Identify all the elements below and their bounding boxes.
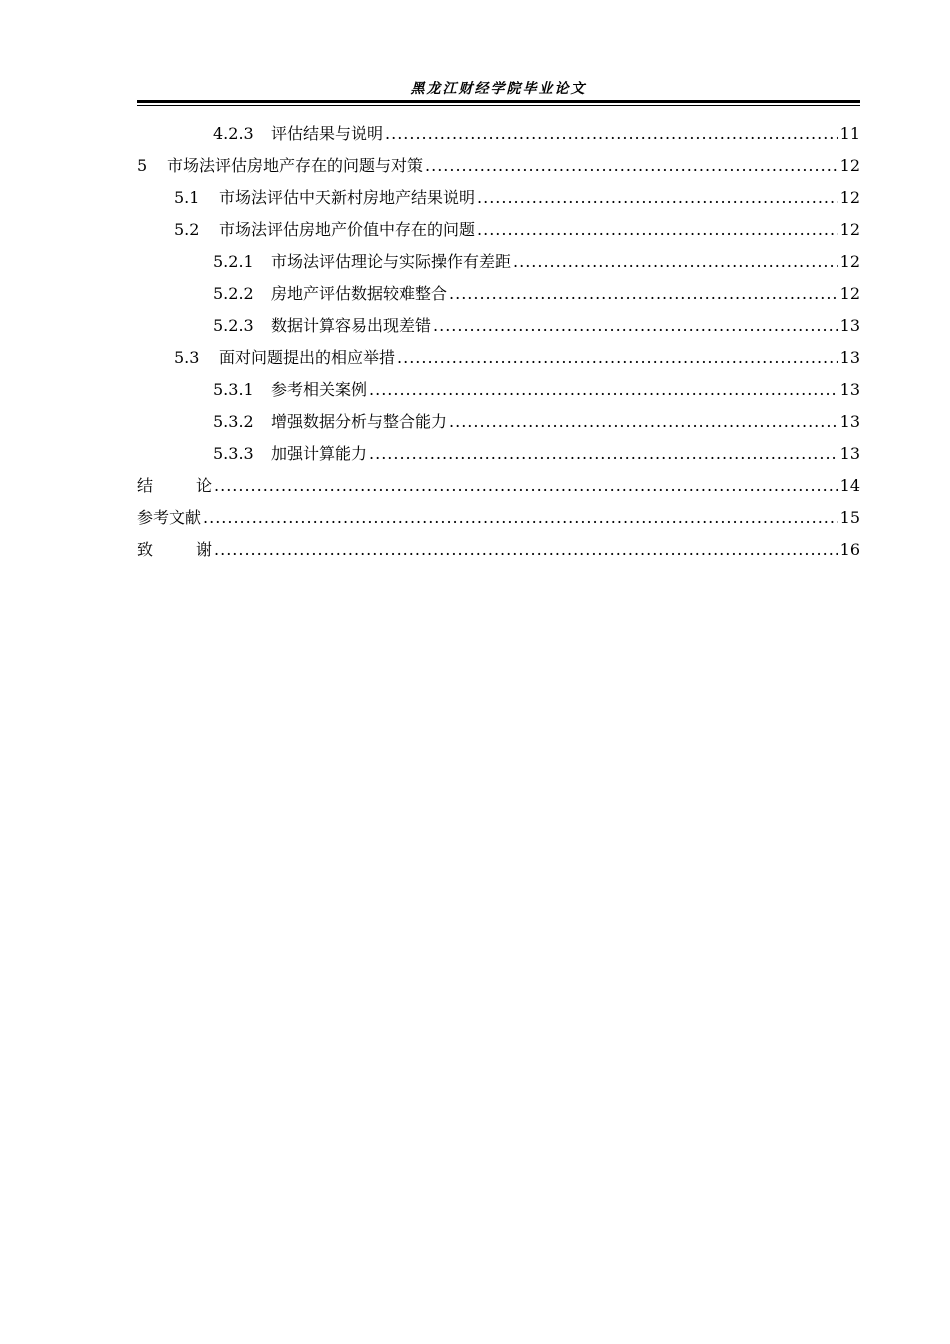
toc-entry-title: 评估结果与说明 bbox=[271, 124, 384, 143]
toc-dot-leader bbox=[214, 534, 838, 566]
toc-entry-number: 5.1 bbox=[174, 188, 200, 207]
header-rule-thin bbox=[137, 105, 860, 106]
toc-dot-leader bbox=[385, 118, 838, 150]
toc-entry-5-3-1[interactable] bbox=[137, 374, 860, 406]
toc-dot-leader bbox=[369, 438, 838, 470]
toc-dot-leader bbox=[397, 342, 838, 374]
toc-entry-page: 12 bbox=[839, 188, 860, 207]
toc-entry-5-2-3[interactable] bbox=[137, 310, 860, 342]
toc-entry-5-3[interactable] bbox=[137, 342, 860, 374]
toc-entry-title: 结论 bbox=[137, 476, 256, 495]
toc-entry-page: 13 bbox=[839, 412, 860, 431]
toc-dot-leader bbox=[449, 406, 838, 438]
toc-entry-number: 5.3 bbox=[174, 348, 200, 367]
toc-entry-number: 5.3.1 bbox=[213, 380, 254, 399]
toc-entry-page: 15 bbox=[839, 508, 860, 527]
toc-entry-number: 5.3.2 bbox=[213, 412, 254, 431]
toc-entry-title: 面对问题提出的相应举措 bbox=[219, 348, 396, 367]
toc-entry-number: 5.2 bbox=[174, 220, 200, 239]
toc-entry-page: 12 bbox=[839, 156, 860, 175]
toc-entry-number: 5.2.3 bbox=[213, 316, 254, 335]
toc-entry-title: 市场法评估房地产价值中存在的问题 bbox=[219, 220, 476, 239]
toc-dot-leader bbox=[477, 182, 838, 214]
toc-entry-page: 13 bbox=[839, 380, 860, 399]
toc-entry-5-3-3[interactable] bbox=[137, 438, 860, 470]
toc-entry-page: 14 bbox=[839, 476, 860, 495]
toc-entry-title: 市场法评估中天新村房地产结果说明 bbox=[219, 188, 476, 207]
toc-entry-title: 市场法评估房地产存在的问题与对策 bbox=[167, 156, 424, 175]
toc-entry-number: 5 bbox=[137, 156, 148, 175]
toc-entry-page: 11 bbox=[839, 124, 860, 143]
toc-dot-leader bbox=[433, 310, 838, 342]
toc-entry-4-2-3[interactable] bbox=[137, 118, 860, 150]
toc-entry-title: 致谢 bbox=[137, 540, 256, 559]
toc-entry-number: 5.3.3 bbox=[213, 444, 254, 463]
toc-entry-title: 参考相关案例 bbox=[271, 380, 368, 399]
toc-entry-title: 数据计算容易出现差错 bbox=[271, 316, 432, 335]
toc-entry-5-2-2[interactable] bbox=[137, 278, 860, 310]
toc-entry-5-1[interactable] bbox=[137, 182, 860, 214]
toc-entry-page: 13 bbox=[839, 444, 860, 463]
toc-dot-leader bbox=[513, 246, 838, 278]
toc-entry-references[interactable] bbox=[137, 502, 860, 534]
toc-dot-leader bbox=[477, 214, 838, 246]
toc-entry-page: 13 bbox=[839, 316, 860, 335]
toc-entry-title: 加强计算能力 bbox=[271, 444, 368, 463]
header-rule-thick bbox=[137, 100, 860, 103]
toc-entry-5-3-2[interactable] bbox=[137, 406, 860, 438]
toc-entry-page: 12 bbox=[839, 220, 860, 239]
page-header bbox=[137, 72, 860, 108]
toc-dot-leader bbox=[203, 502, 838, 534]
toc-entry-acknowledgements[interactable] bbox=[137, 534, 860, 566]
toc-entry-page: 12 bbox=[839, 284, 860, 303]
toc-entry-page: 16 bbox=[839, 540, 860, 559]
toc-entry-number: 5.2.2 bbox=[213, 284, 254, 303]
toc-entry-title: 参考文献 bbox=[137, 508, 202, 527]
toc-entry-page: 13 bbox=[839, 348, 860, 367]
toc-dot-leader bbox=[369, 374, 838, 406]
toc-dot-leader bbox=[425, 150, 838, 182]
toc-dot-leader bbox=[214, 470, 838, 502]
toc-entry-5-2-1[interactable] bbox=[137, 246, 860, 278]
toc-dot-leader bbox=[449, 278, 838, 310]
toc-entry-title: 增强数据分析与整合能力 bbox=[271, 412, 448, 431]
toc-entry-conclusion[interactable] bbox=[137, 470, 860, 502]
toc-entry-page: 12 bbox=[839, 252, 860, 271]
toc-entry-title: 房地产评估数据较难整合 bbox=[271, 284, 448, 303]
table-of-contents bbox=[137, 118, 860, 566]
header-title: 黑龙江财经学院毕业论文 bbox=[410, 81, 587, 97]
toc-entry-number: 4.2.3 bbox=[213, 124, 254, 143]
toc-entry-5[interactable] bbox=[137, 150, 860, 182]
toc-entry-title: 市场法评估理论与实际操作有差距 bbox=[271, 252, 512, 271]
toc-entry-5-2[interactable] bbox=[137, 214, 860, 246]
toc-entry-number: 5.2.1 bbox=[213, 252, 254, 271]
